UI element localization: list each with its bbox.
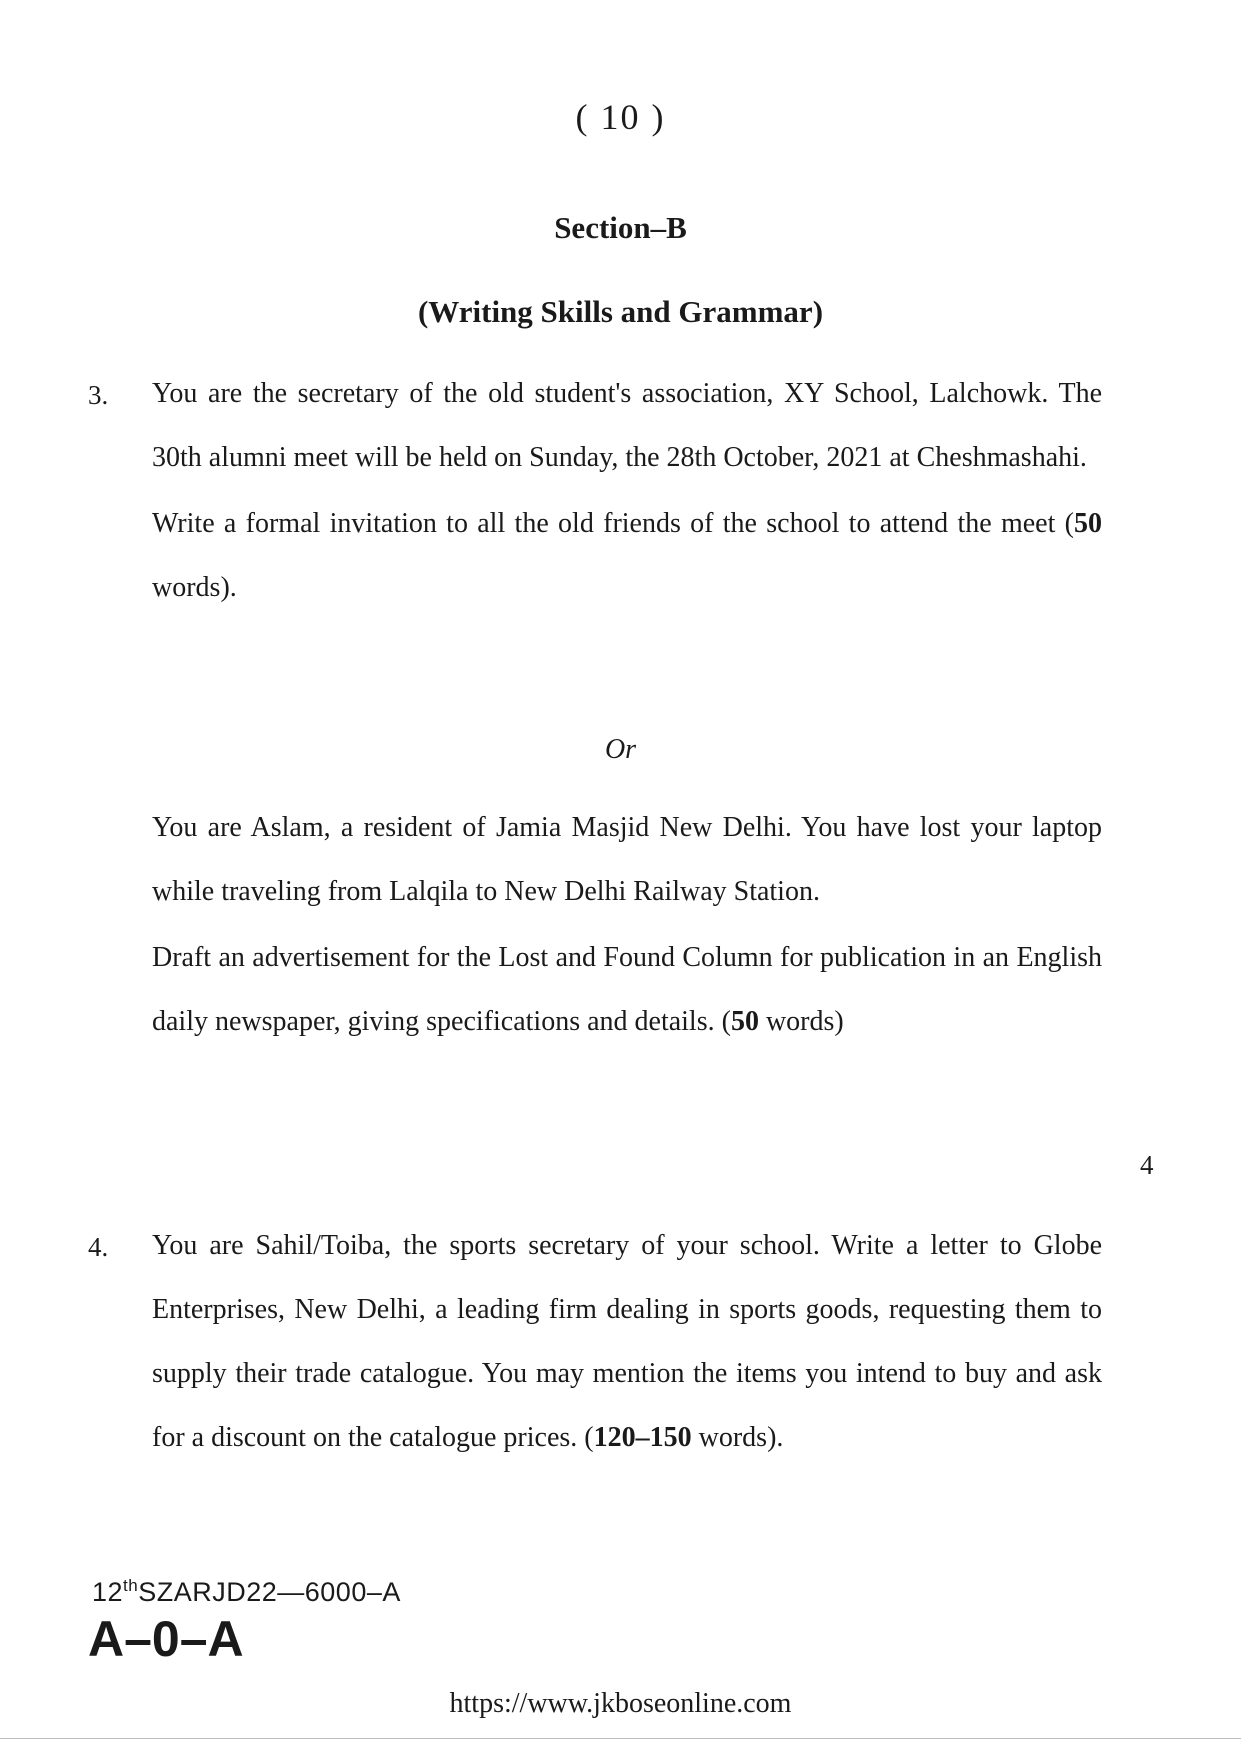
question-instruction <box>152 926 1102 1054</box>
section-title: Section–B <box>554 210 687 245</box>
or-separator: Or <box>604 734 637 765</box>
word-limit: 50 <box>1074 508 1102 539</box>
code-prefix: 12 <box>92 1577 124 1607</box>
paper-code <box>92 1576 401 1608</box>
question-body <box>152 796 1102 1054</box>
paper-set-code: A–0–A <box>88 1611 244 1667</box>
instruction-text: Draft an advertisement for the Lost and Found Column for publication in an English daily newspaper, giving specifications and details. ( <box>152 942 1102 1037</box>
question-paragraph: You are Aslam, a resident of Jamia Masjid New Delhi. You have lost your laptop while traveling from Lalqila to New Delhi Railway Station. <box>152 812 1102 907</box>
instruction-text-end: words). <box>152 572 237 603</box>
page-number: ( 10 ) <box>575 97 666 137</box>
footer-url: https://www.jkboseonline.com <box>449 1688 792 1719</box>
section-subtitle: (Writing Skills and Grammar) <box>417 294 824 329</box>
question-number: 3. <box>88 380 109 410</box>
page-edge-line <box>0 1738 1241 1739</box>
word-limit: 120–150 <box>593 1422 692 1453</box>
code-suffix: SZARJD22—6000–A <box>138 1577 401 1607</box>
question-paragraph: You are the secretary of the old student's association, XY School, Lalchowk. The 30th alumni meet will be held on Sunday, the 28th October, 2021 at Cheshmashahi. <box>152 378 1102 473</box>
marks-label: 4 <box>1140 1150 1154 1180</box>
question-body <box>152 362 1102 620</box>
question-instruction <box>152 492 1102 620</box>
question-text-end: words). <box>691 1422 784 1453</box>
code-superscript: th <box>123 1576 139 1595</box>
instruction-text: Write a formal invitation to all the old friends of the school to attend the meet ( <box>152 508 1074 539</box>
question-paragraph <box>152 1214 1102 1470</box>
question-body <box>152 1214 1102 1470</box>
word-limit: 50 <box>730 1006 759 1037</box>
question-text: You are Sahil/Toiba, the sports secretary of your school. Write a letter to Globe Enterprises, New Delhi, a leading firm dealing in sports goods, requesting them to supply their trade catalogue. You may mention the items you intend to buy and ask for a discount on the catalogue prices. ( <box>152 1230 1102 1453</box>
instruction-text-end: words) <box>758 1006 844 1037</box>
question-number: 4. <box>88 1232 109 1262</box>
